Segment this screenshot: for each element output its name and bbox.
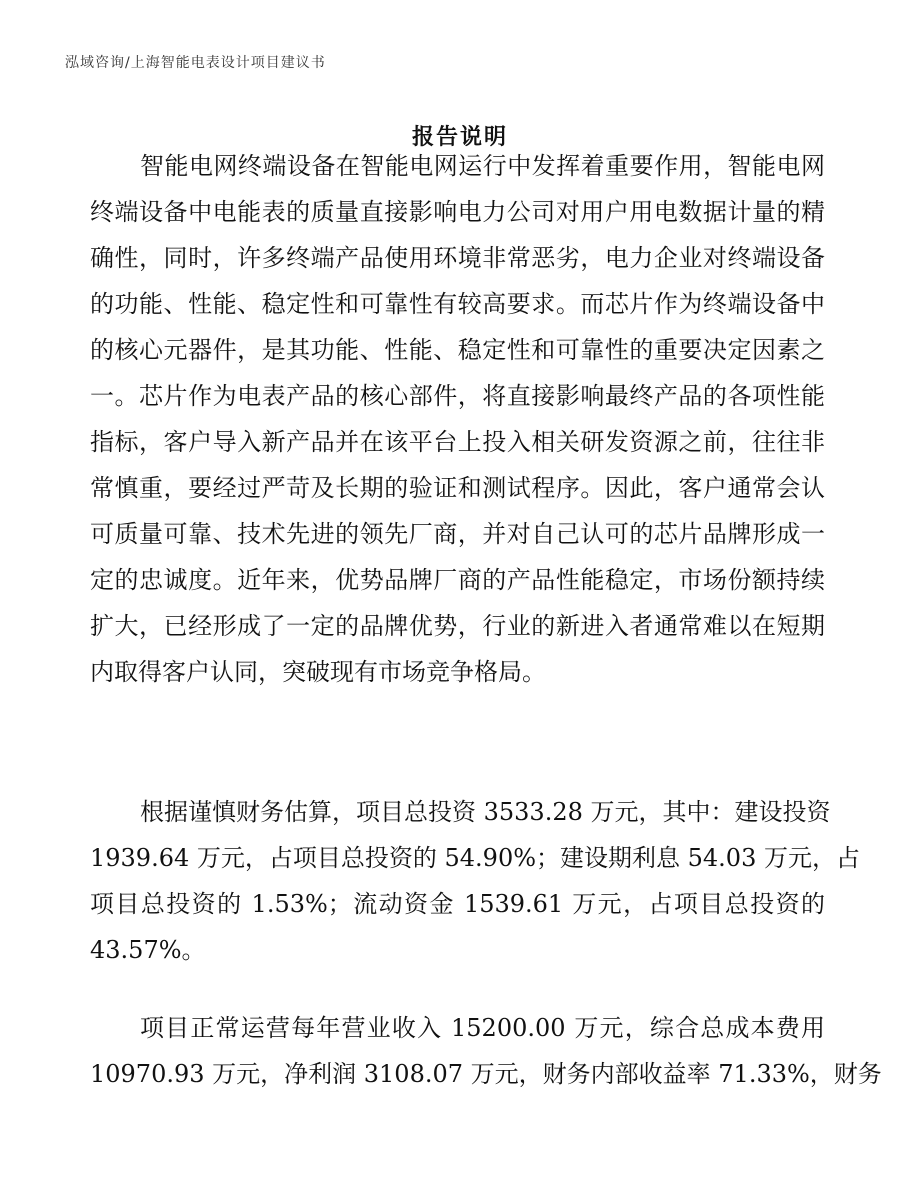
paragraph-line: 定的忠诚度。近年来，优势品牌厂商的产品性能稳定，市场份额持续 xyxy=(90,566,825,594)
paragraph-line: 43.57%。 xyxy=(90,936,206,964)
paragraph-line: 根据谨慎财务估算，项目总投资 3533.28 万元，其中：建设投资 xyxy=(140,798,831,826)
paragraph-line: 智能电网终端设备在智能电网运行中发挥着重要作用，智能电网 xyxy=(140,152,825,180)
paragraph-line: 1939.64 万元，占项目总投资的 54.90%；建设期利息 54.03 万元，占 xyxy=(90,844,860,872)
paragraph-line: 常慎重，要经过严苛及长期的验证和测试程序。因此，客户通常会认 xyxy=(90,474,825,502)
paragraph-line: 10970.93 万元，净利润 3108.07 万元，财务内部收益率 71.33%，财务 xyxy=(90,1060,882,1088)
paragraph-line: 可质量可靠、技术先进的领先厂商，并对自己认可的芯片品牌形成一 xyxy=(90,520,825,548)
paragraph-line: 确性，同时，许多终端产品使用环境非常恶劣，电力企业对终端设备 xyxy=(90,244,825,272)
paragraph-line: 项目总投资的 1.53%；流动资金 1539.61 万元，占项目总投资的 xyxy=(90,890,825,918)
paragraph-line: 内取得客户认同，突破现有市场竞争格局。 xyxy=(90,658,546,686)
paragraph-line: 的功能、性能、稳定性和可靠性有较高要求。而芯片作为终端设备中 xyxy=(90,290,825,318)
paragraph-line: 的核心元器件，是其功能、性能、稳定性和可靠性的重要决定因素之 xyxy=(90,336,825,364)
paragraph-line: 指标，客户导入新产品并在该平台上投入相关研发资源之前，往往非 xyxy=(90,428,825,456)
running-header: 泓域咨询/上海智能电表设计项目建议书 xyxy=(65,55,326,71)
paragraph-line: 终端设备中电能表的质量直接影响电力公司对用户用电数据计量的精 xyxy=(90,198,825,226)
paragraph-line: 扩大，已经形成了一定的品牌优势，行业的新进入者通常难以在短期 xyxy=(90,612,825,640)
section-title: 报告说明 xyxy=(411,124,508,150)
paragraph-line: 项目正常运营每年营业收入 15200.00 万元，综合总成本费用 xyxy=(140,1014,825,1042)
paragraph-line: 一。芯片作为电表产品的核心部件，将直接影响最终产品的各项性能 xyxy=(90,382,825,410)
